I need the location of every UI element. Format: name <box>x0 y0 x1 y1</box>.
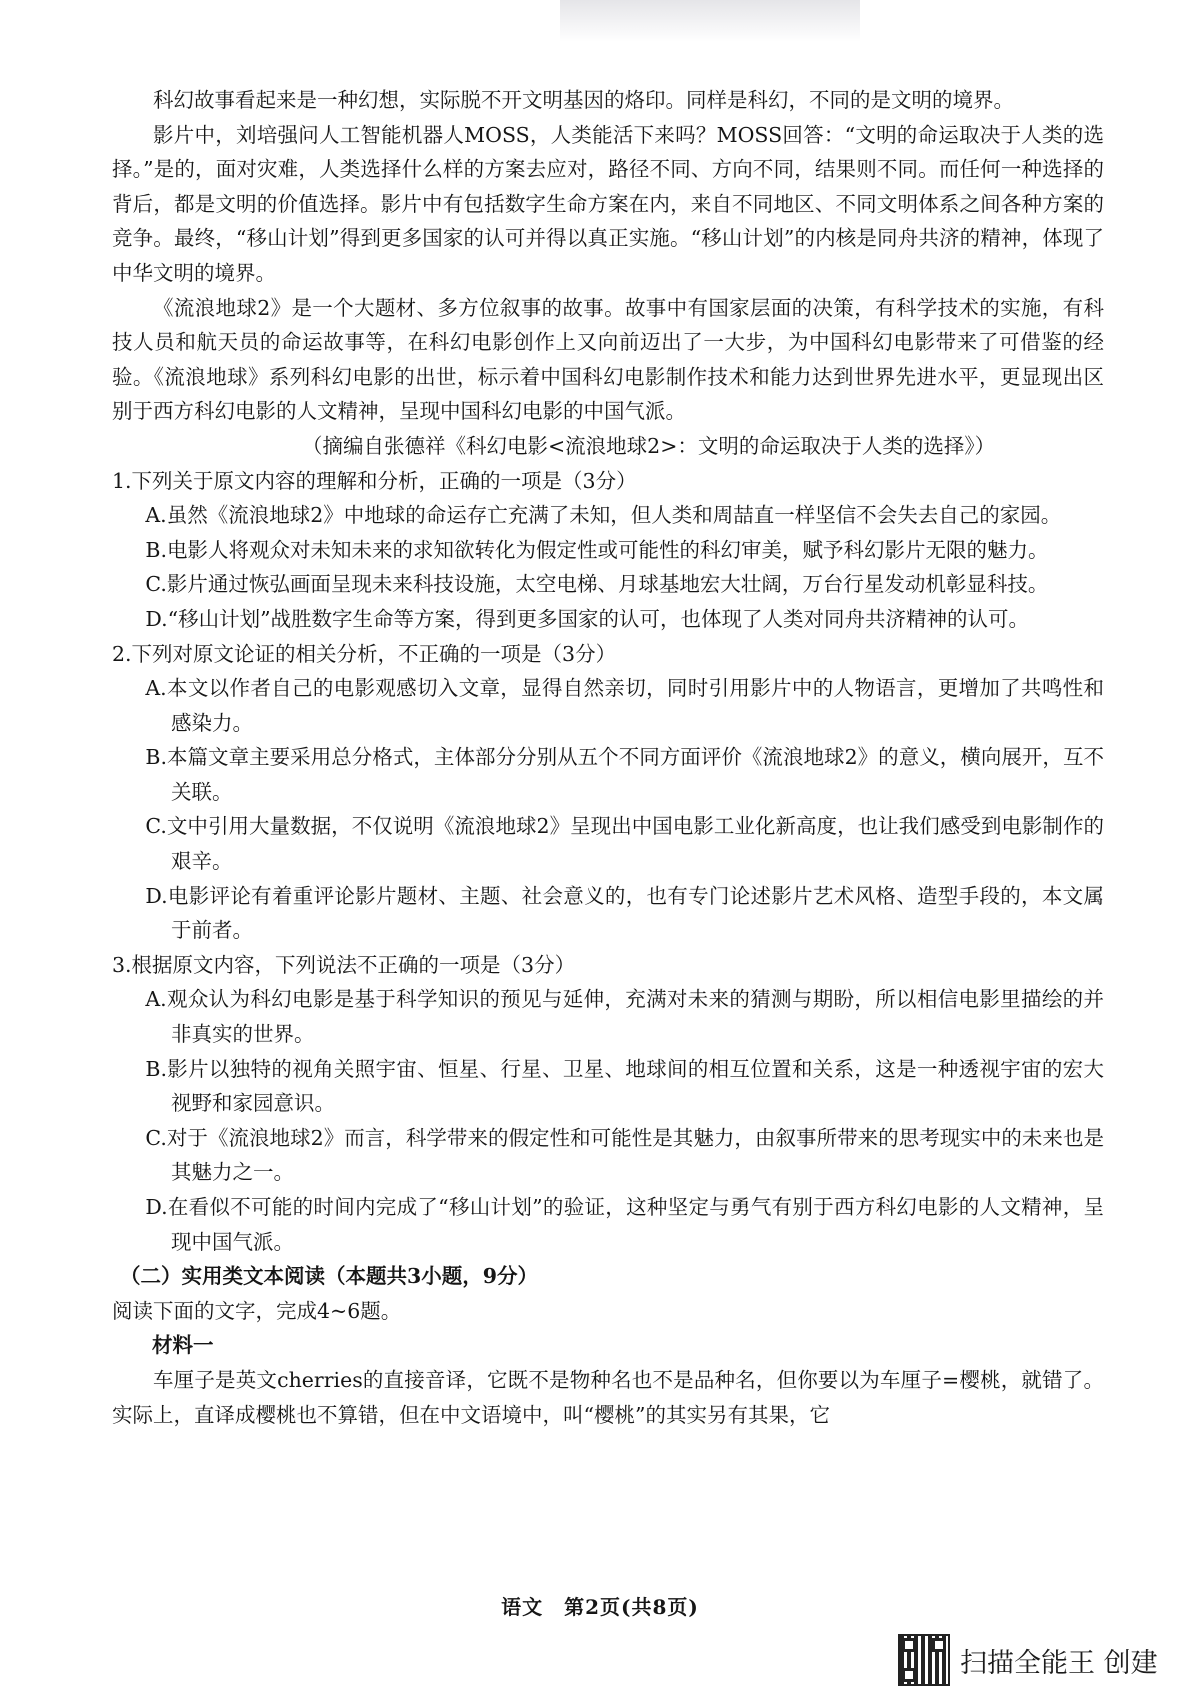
question-3-option-a: A.观众认为科幻电影是基于科学知识的预见与延伸，充满对未来的猜测与期盼，所以相信电影里描绘的并非真实的世界。 <box>145 987 1104 1047</box>
section-heading: （二）实用类文本阅读（本题共3小题，9分） <box>120 1264 539 1289</box>
question-2 <box>112 637 1104 948</box>
question-3-stem: 3.根据原文内容，下列说法不正确的一项是（3分） <box>112 952 576 977</box>
section-instruction: 阅读下面的文字，完成4~6题。 <box>112 1298 402 1323</box>
question-1-option-b: B.电影人将观众对未知未来的求知欲转化为假定性或可能性的科幻审美，赋予科幻影片无限的魅力。 <box>145 537 1049 562</box>
question-2-option-b: B.本篇文章主要采用总分格式，主体部分分别从五个不同方面评价《流浪地球2》的意义，横向展开，互不关联。 <box>145 745 1104 804</box>
question-1-stem: 1.下列关于原文内容的理解和分析，正确的一项是（3分） <box>112 468 637 493</box>
material-label: 材料一 <box>152 1333 214 1358</box>
watermark-text: 扫描全能王 创建 <box>960 1647 1158 1679</box>
question-2-option-d: D.电影评论有着重评论影片题材、主题、社会意义的，也有专门论述影片艺术风格、造型手段的，本文属于前者。 <box>145 883 1104 943</box>
scanner-watermark <box>898 1630 1168 1690</box>
question-1-option-a: A.虽然《流浪地球2》中地球的命运存亡充满了未知，但人类和周喆直一样坚信不会失去自己的家园。 <box>145 503 1062 528</box>
passage-paragraph-1: 科幻故事看起来是一种幻想，实际脱不开文明基因的烙印。同样是科幻，不同的是文明的境界。 <box>153 88 1014 112</box>
question-3 <box>112 948 1104 1259</box>
question-1-option-c: C.影片通过恢弘画面呈现未来科技设施，太空电梯、月球基地宏大壮阔，万台行星发动机彰显科技。 <box>145 572 1049 597</box>
document-body <box>112 83 1104 1432</box>
question-3-option-b: B.影片以独特的视角关照宇宙、恒星、行星、卫星、地球间的相互位置和关系，这是一种透视宇宙的宏大视野和家园意识。 <box>145 1056 1104 1116</box>
question-2-option-c: C.文中引用大量数据，不仅说明《流浪地球2》呈现出中国电影工业化新高度，也让我们感受到电影制作的艰辛。 <box>145 814 1104 874</box>
question-1 <box>112 464 1104 637</box>
material-paragraph: 车厘子是英文cherries的直接音译，它既不是物种名也不是品种名，但你要以为车厘子=樱桃，就错了。实际上，直译成樱桃也不算错，但在中文语境中，叫“樱桃”的其实另有其果，它 <box>112 1367 1104 1427</box>
question-2-option-a: A.本文以作者自己的电影观感切入文章，显得自然亲切，同时引用影片中的人物语言，更增加了共鸣性和感染力。 <box>145 676 1104 735</box>
passage-source: （摘编自张德祥《科幻电影<流浪地球2>：文明的命运取决于人类的选择》） <box>302 433 996 458</box>
scan-smudge <box>560 0 860 42</box>
question-2-stem: 2.下列对原文论证的相关分析，不正确的一项是（3分） <box>112 641 617 666</box>
question-3-option-c: C.对于《流浪地球2》而言，科学带来的假定性和可能性是其魅力，由叙事所带来的思考现实中的未来也是其魅力之一。 <box>145 1125 1104 1185</box>
passage-paragraph-2: 影片中，刘培强问人工智能机器人MOSS，人类能活下来吗？MOSS回答：“文明的命运取决于人类的选择。”是的，面对灾难，人类选择什么样的方案去应对，路径不同、方向不同，结果则不同。而任何一种选择的背后，都是文明的价值选择。影片中有包括数字生命方案在内，来自不同地区、不同文明体系之间各种方案的竞争。最终，“移山计划”得到更多国家的认可并得以真正实施。“移山计划”的内核是同舟共济的精神，体现了中华文明的境界。 <box>112 122 1104 285</box>
passage-paragraph-3: 《流浪地球2》是一个大题材、多方位叙事的故事。故事中有国家层面的决策，有科学技术的实施，有科技人员和航天员的命运故事等，在科幻电影创作上又向前迈出了一大步，为中国科幻电影带来了可借鉴的经验。《流浪地球》系列科幻电影的出世，标示着中国科幻电影制作技术和能力达到世界先进水平，更显现出区别于西方科幻电影的人文精神，呈现中国科幻电影的中国气派。 <box>112 295 1104 424</box>
question-1-option-d: D.“移山计划”战胜数字生命等方案，得到更多国家的认可，也体现了人类对同舟共济精神的认可。 <box>145 606 1030 631</box>
qr-code-icon <box>898 1634 950 1686</box>
question-3-option-d: D.在看似不可能的时间内完成了“移山计划”的验证，这种坚定与勇气有别于西方科幻电影的人文精神，呈现中国气派。 <box>145 1195 1104 1254</box>
page-footer: 语文 第2页(共8页) <box>501 1595 699 1619</box>
